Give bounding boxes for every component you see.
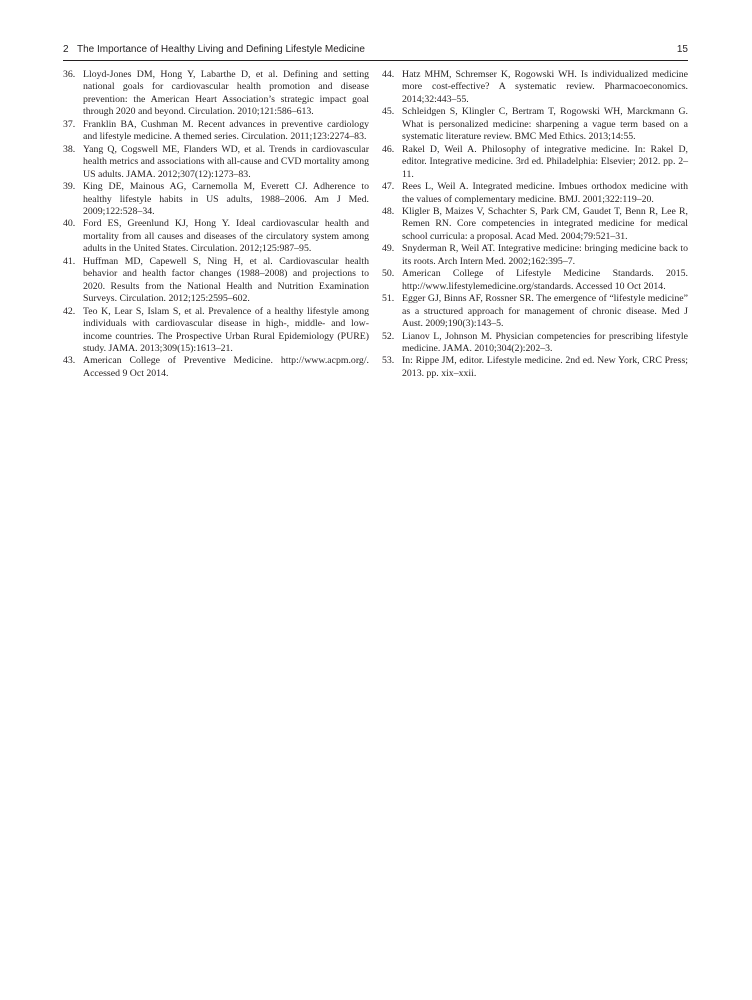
chapter-number: 2 <box>63 44 69 55</box>
reference-item <box>382 355 688 380</box>
reference-text: Hatz MHM, Schremser K, Rogowski WH. Is individualized medicine more cost-effective? A systematic review. Pharmacoeconomics. 2014;32:443–55. <box>402 69 688 105</box>
reference-text: Ford ES, Greenlund KJ, Hong Y. Ideal cardiovascular health and mortality from all causes and diseases of the circulatory system among adults in the United States. Circulation. 2012;125:987–95. <box>83 218 369 255</box>
reference-number: 37. <box>63 118 76 130</box>
reference-text: Lloyd-Jones DM, Hong Y, Labarthe D, et al. Defining and setting national goals for cardiovascular health promotion and disease prevention: the American Heart Association’s strategic impact goal through 2020 and beyond. Circulation. 2010;121:586–613. <box>83 69 369 118</box>
reference-number: 38. <box>63 143 76 155</box>
reference-item <box>382 181 688 206</box>
reference-item <box>382 243 688 268</box>
reference-text: Huffman MD, Capewell S, Ning H, et al. Cardiovascular health behavior and health factor changes (1988–2008) and projections to 2020. Results from the National Health and Nutrition Examination Surveys. Circulation. 2012;125:2595–602. <box>83 255 369 305</box>
reference-text: Schleidgen S, Klingler C, Bertram T, Rogowski WH, Marckmann G. What is personalized medicine: sharpening a vague term based on a systematic literature review. BMC Med Ethics. 2013;14:55. <box>402 106 688 143</box>
reference-item <box>382 268 688 293</box>
reference-number: 46. <box>382 143 395 155</box>
reference-item <box>63 306 369 356</box>
reference-item <box>63 144 369 181</box>
reference-item <box>382 144 688 181</box>
reference-item <box>382 293 688 330</box>
reference-number: 42. <box>63 305 76 317</box>
header-rule <box>63 60 688 61</box>
reference-number: 40. <box>63 218 76 230</box>
reference-number: 39. <box>63 181 76 193</box>
reference-number: 43. <box>63 355 76 367</box>
reference-item <box>63 218 369 255</box>
reference-text: Yang Q, Cogswell ME, Flanders WD, et al. Trends in cardiovascular health metrics and associations with all-cause and CVD mortality among US adults. JAMA. 2012;307(12):1273–83. <box>83 143 369 180</box>
reference-number: 36. <box>63 69 76 80</box>
reference-text: Egger GJ, Binns AF, Rossner SR. The emergence of “lifestyle medicine” as a structured approach for management of chronic disease. Med J Aust. 2009;190(3):143–5. <box>402 293 688 330</box>
reference-text: Snyderman R, Weil AT. Integrative medicine: bringing medicine back to its roots. Arch Intern Med. 2002;162:395–7. <box>402 243 688 267</box>
reference-item <box>382 69 688 106</box>
reference-item <box>63 355 369 380</box>
reference-text: Kligler B, Maizes V, Schachter S, Park CM, Gaudet T, Benn R, Lee R, Remen RN. Core competencies in integrated medicine for medical school curricula: a proposal. Acad Med. 2004;79:521–31. <box>402 205 688 242</box>
reference-item <box>382 331 688 356</box>
reference-number: 53. <box>382 355 395 367</box>
reference-number: 50. <box>382 268 395 280</box>
reference-text: Franklin BA, Cushman M. Recent advances in preventive cardiology and lifestyle medicine. A themed series. Circulation. 2011;123:2274–83. <box>83 118 369 143</box>
reference-item <box>382 206 688 243</box>
reference-text: American College of Lifestyle Medicine Standards. 2015. http://www.lifestylemedicine.org/standards. Accessed 10 Oct 2014. <box>402 268 688 292</box>
reference-number: 41. <box>63 255 76 267</box>
reference-number: 49. <box>382 243 395 255</box>
reference-item <box>63 256 369 306</box>
reference-text: Lianov L, Johnson M. Physician competencies for prescribing lifestyle medicine. JAMA. 2010;304(2):202–3. <box>402 330 688 354</box>
page-number: 15 <box>676 44 688 55</box>
reference-text: Teo K, Lear S, Islam S, et al. Prevalence of a healthy lifestyle among individuals with cardiovascular disease in high-, middle- and low-income countries. The Prospective Urban Rural Epidemiology (PURE) study. JAMA. 2013;309(15):1613–21. <box>83 305 369 354</box>
reference-number: 48. <box>382 205 395 217</box>
reference-number: 45. <box>382 106 395 118</box>
reference-number: 47. <box>382 181 395 193</box>
reference-text: American College of Preventive Medicine. http://www.acpm.org/. Accessed 9 Oct 2014. <box>83 355 369 379</box>
reference-number: 51. <box>382 293 395 305</box>
references-right-column <box>382 69 688 380</box>
reference-item <box>63 69 369 119</box>
reference-item <box>382 106 688 143</box>
references-left-column <box>63 69 369 380</box>
reference-item <box>63 119 369 144</box>
reference-text: Rakel D, Weil A. Philosophy of integrative medicine. In: Rakel D, editor. Integrative medicine. 3rd ed. Philadelphia: Elsevier; 2012. pp. 2–11. <box>402 143 688 180</box>
reference-text: King DE, Mainous AG, Carnemolla M, Everett CJ. Adherence to healthy lifestyle habits in US adults, 1988–2006. Am J Med. 2009;122:528–34. <box>83 181 369 217</box>
reference-number: 52. <box>382 330 395 342</box>
reference-text: In: Rippe JM, editor. Lifestyle medicine. 2nd ed. New York, CRC Press; 2013. pp. xix–xxii. <box>402 355 688 379</box>
reference-item <box>63 181 369 218</box>
chapter-title: The Importance of Healthy Living and Defining Lifestyle Medicine <box>77 44 365 55</box>
reference-number: 44. <box>382 69 395 80</box>
chapter-heading <box>63 43 365 57</box>
reference-text: Rees L, Weil A. Integrated medicine. Imbues orthodox medicine with the values of complementary medicine. BMJ. 2001;322:119–20. <box>402 181 688 205</box>
